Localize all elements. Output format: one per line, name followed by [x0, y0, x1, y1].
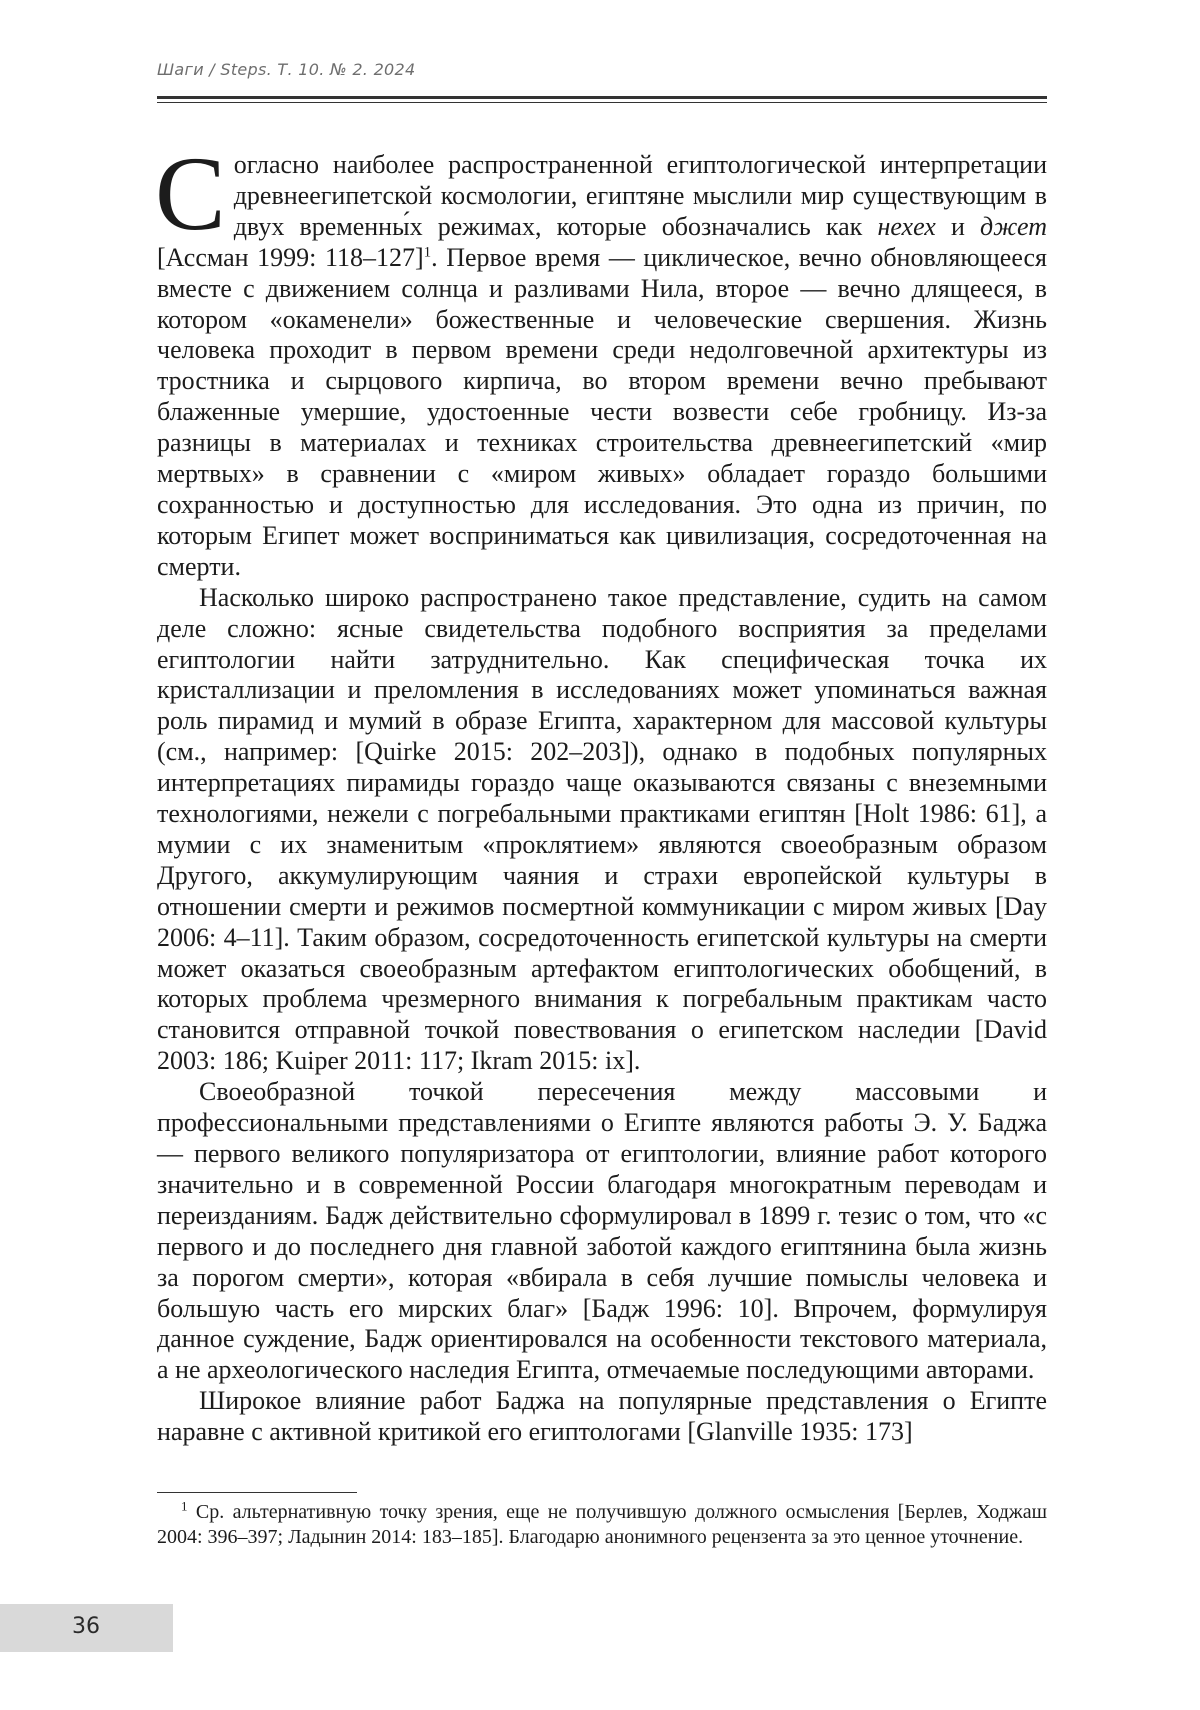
- paragraph-1-text-d: . Первое время — циклическое, вечно обновляющееся вместе с движением солнца и разливами Нила, второе — вечно длящееся, в котором «окаменели» божественные и человеческие свершения. Жизнь человека проходит в первом времени среди недолговечной архитектуры из тростника и сырцового кирпича, во втором времени вечно пребывают блаженные умершие, удостоенные чести возвести себе гробницу. Из-за разницы в материалах и техниках строительства древнеегипетский «мир мертвых» в сравнении с «миром живых» обладает гораздо большими сохранностью и доступностью для исследования. Это одна из причин, по которым Египет может восприниматься как цивилизация, сосредоточенная на смерти.: [157, 242, 1048, 581]
- page-header: [157, 60, 1047, 103]
- paragraph-1: [155, 135, 1048, 583]
- paragraph-1-text-c: [Ассман 1999: 118–127]: [157, 242, 424, 272]
- header-rule-thin: [157, 102, 1047, 103]
- footnote-separator: [157, 1492, 357, 1493]
- page-number: 36: [72, 1614, 100, 1639]
- paragraph-1-text-b: и: [935, 211, 981, 241]
- running-head: Шаги / Steps. Т. 10. № 2. 2024: [157, 60, 416, 79]
- main-text: [155, 135, 1048, 1448]
- footnote-mark: 1: [181, 1498, 188, 1514]
- footnote-reference[interactable]: 1: [423, 244, 432, 261]
- paragraph-4: Широкое влияние работ Баджа на популярные представления о Египте наравне с активной критикой его египтологами [Glanville 1935: 173]: [157, 1386, 1047, 1447]
- drop-cap: С: [155, 135, 226, 252]
- footnote-text: Ср. альтернативную точку зрения, еще не получившую должного осмысления [Берлев, Ходжаш 2004: 396–397; Ладынин 2014: 183–185]. Благодарю анонимного рецензента за это ценное уточнение.: [157, 1501, 1047, 1548]
- header-rule-thick: [157, 96, 1047, 99]
- paragraph-2: Насколько широко распространено такое представление, судить на самом деле сложно: ясные свидетельства подобного восприятия за пределами египтологии найти затруднительно. Как специфическая точка их кристаллизации и преломления в исследованиях может упоминаться важная роль пирамид и мумий в образе Египта, характерном для массовой культуры (см., например: [Quirke 2015: 202–203]), однако в подобных популярных интерпретациях пирамиды гораздо чаще оказываются связаны с внеземными технологиями, нежели с погребальными практиками египтян [Holt 1986: 61], а мумии с их знаменитым «проклятием» являются своеобразным образом Другого, аккумулирующим чаяния и страхи европейской культуры в отношении смерти и режимов посмертной коммуникации с миром живых [Day 2006: 4–11]. Таким образом, сосредоточенность египетской культуры на смерти может оказаться своеобразным артефактом египтологических обобщений, в которых проблема чрезмерного внимания к погребальным практикам часто становится отправной точкой повествования о египетском наследии [David 2003: 186; Kuiper 2011: 117; Ikram 2015: ix].: [157, 582, 1047, 1076]
- term-nehekh: нехех: [877, 211, 936, 241]
- paragraph-3: Своеобразной точкой пересечения между массовыми и профессиональными представлениями о Египте являются работы Э. У. Баджа — первого великого популяризатора от египтологии, влияние работ которого значительно и в современной России благодаря многократным переводам и переизданиям. Бадж действительно сформулировал в 1899 г. тезис о том, что «с первого и до последнего дня главной заботой каждого египтянина была жизнь за порогом смерти», которая «вбирала в себя лучшие помыслы человека и большую часть его мирских благ» [Бадж 1996: 10]. Впрочем, формулируя данное суждение, Бадж ориентировался на особенности текстового материала, а не археологического наследия Египта, отмечаемые последующими авторами.: [157, 1077, 1047, 1385]
- paragraph-1-text-a: огласно наиболее распространенной египтологической интерпретации древнеегипетской космологии, египтяне мыслили мир существующим в двух временны́х режимах, которые обозначались как: [233, 150, 1047, 241]
- page-number-box: [0, 1604, 173, 1652]
- term-djet: джет: [980, 211, 1047, 241]
- footnote: [157, 1500, 1047, 1550]
